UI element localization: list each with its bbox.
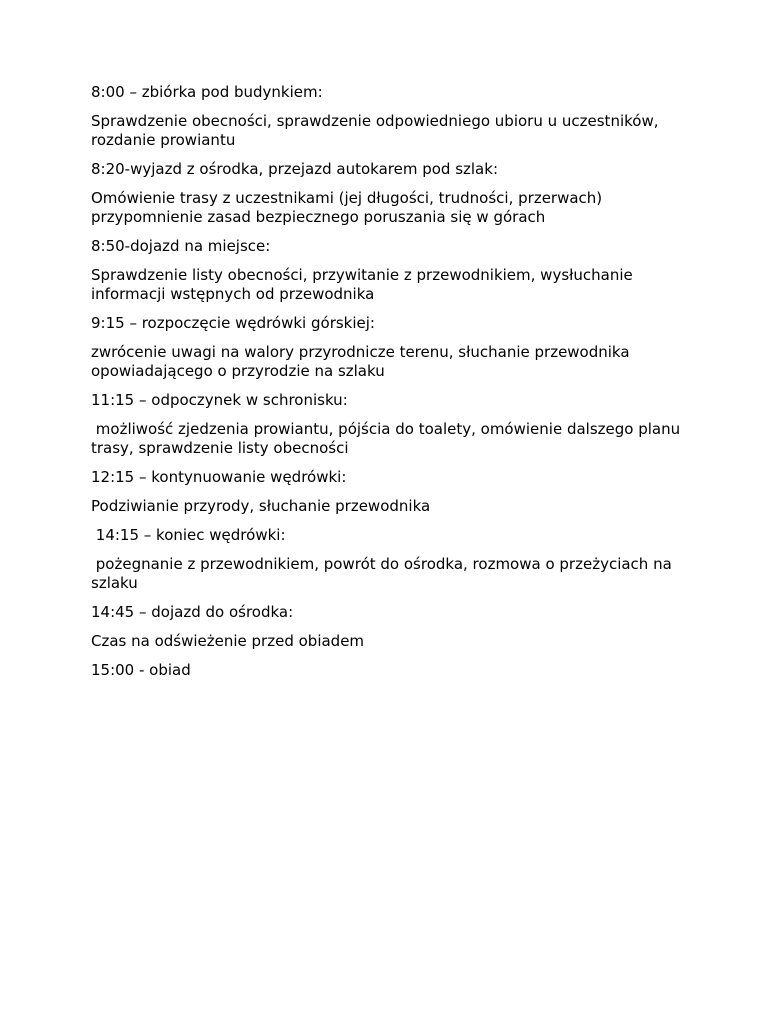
schedule-time-1115: 11:15 – odpoczynek w schronisku: [91,391,348,409]
schedule-desc-0800: Sprawdzenie obecności, sprawdzenie odpowiedniego ubioru u uczestników, rozdanie prowiantu [91,112,664,149]
schedule-desc-0820: Omówienie trasy z uczestnikami (jej długości, trudności, przerwach) przypomnienie zasad bezpiecznego poruszania się w górach [91,189,607,226]
schedule-desc-1215: Podziwianie przyrody, słuchanie przewodnika [91,497,431,515]
schedule-time-0850: 8:50-dojazd na miejsce: [91,237,271,255]
schedule-time-0820: 8:20-wyjazd z ośrodka, przejazd autokarem pod szlak: [91,160,498,178]
schedule-desc-1445: Czas na odświeżenie przed obiadem [91,632,365,650]
schedule-time-1215: 12:15 – kontynuowanie wędrówki: [91,468,347,486]
schedule-time-0915: 9:15 – rozpoczęcie wędrówki górskiej: [91,314,375,332]
schedule-time-1445: 14:45 – dojazd do ośrodka: [91,603,294,621]
schedule-time-1500: 15:00 - obiad [91,661,191,679]
schedule-time-0800: 8:00 – zbiórka pod budynkiem: [91,83,323,101]
schedule-desc-1415: pożegnanie z przewodnikiem, powrót do ośrodka, rozmowa o przeżyciach na szlaku [91,555,677,592]
schedule-time-1415: 14:15 – koniec wędrówki: [91,526,286,544]
schedule-desc-1115: możliwość zjedzenia prowiantu, pójścia do toalety, omówienie dalszego planu trasy, sprawdzenie listy obecności [91,420,685,457]
schedule-desc-0850: Sprawdzenie listy obecności, przywitanie z przewodnikiem, wysłuchanie informacji wstępnych od przewodnika [91,266,638,303]
schedule-desc-0915: zwrócenie uwagi na walory przyrodnicze terenu, słuchanie przewodnika opowiadającego o przyrodzie na szlaku [91,343,635,380]
document-body [91,83,685,690]
